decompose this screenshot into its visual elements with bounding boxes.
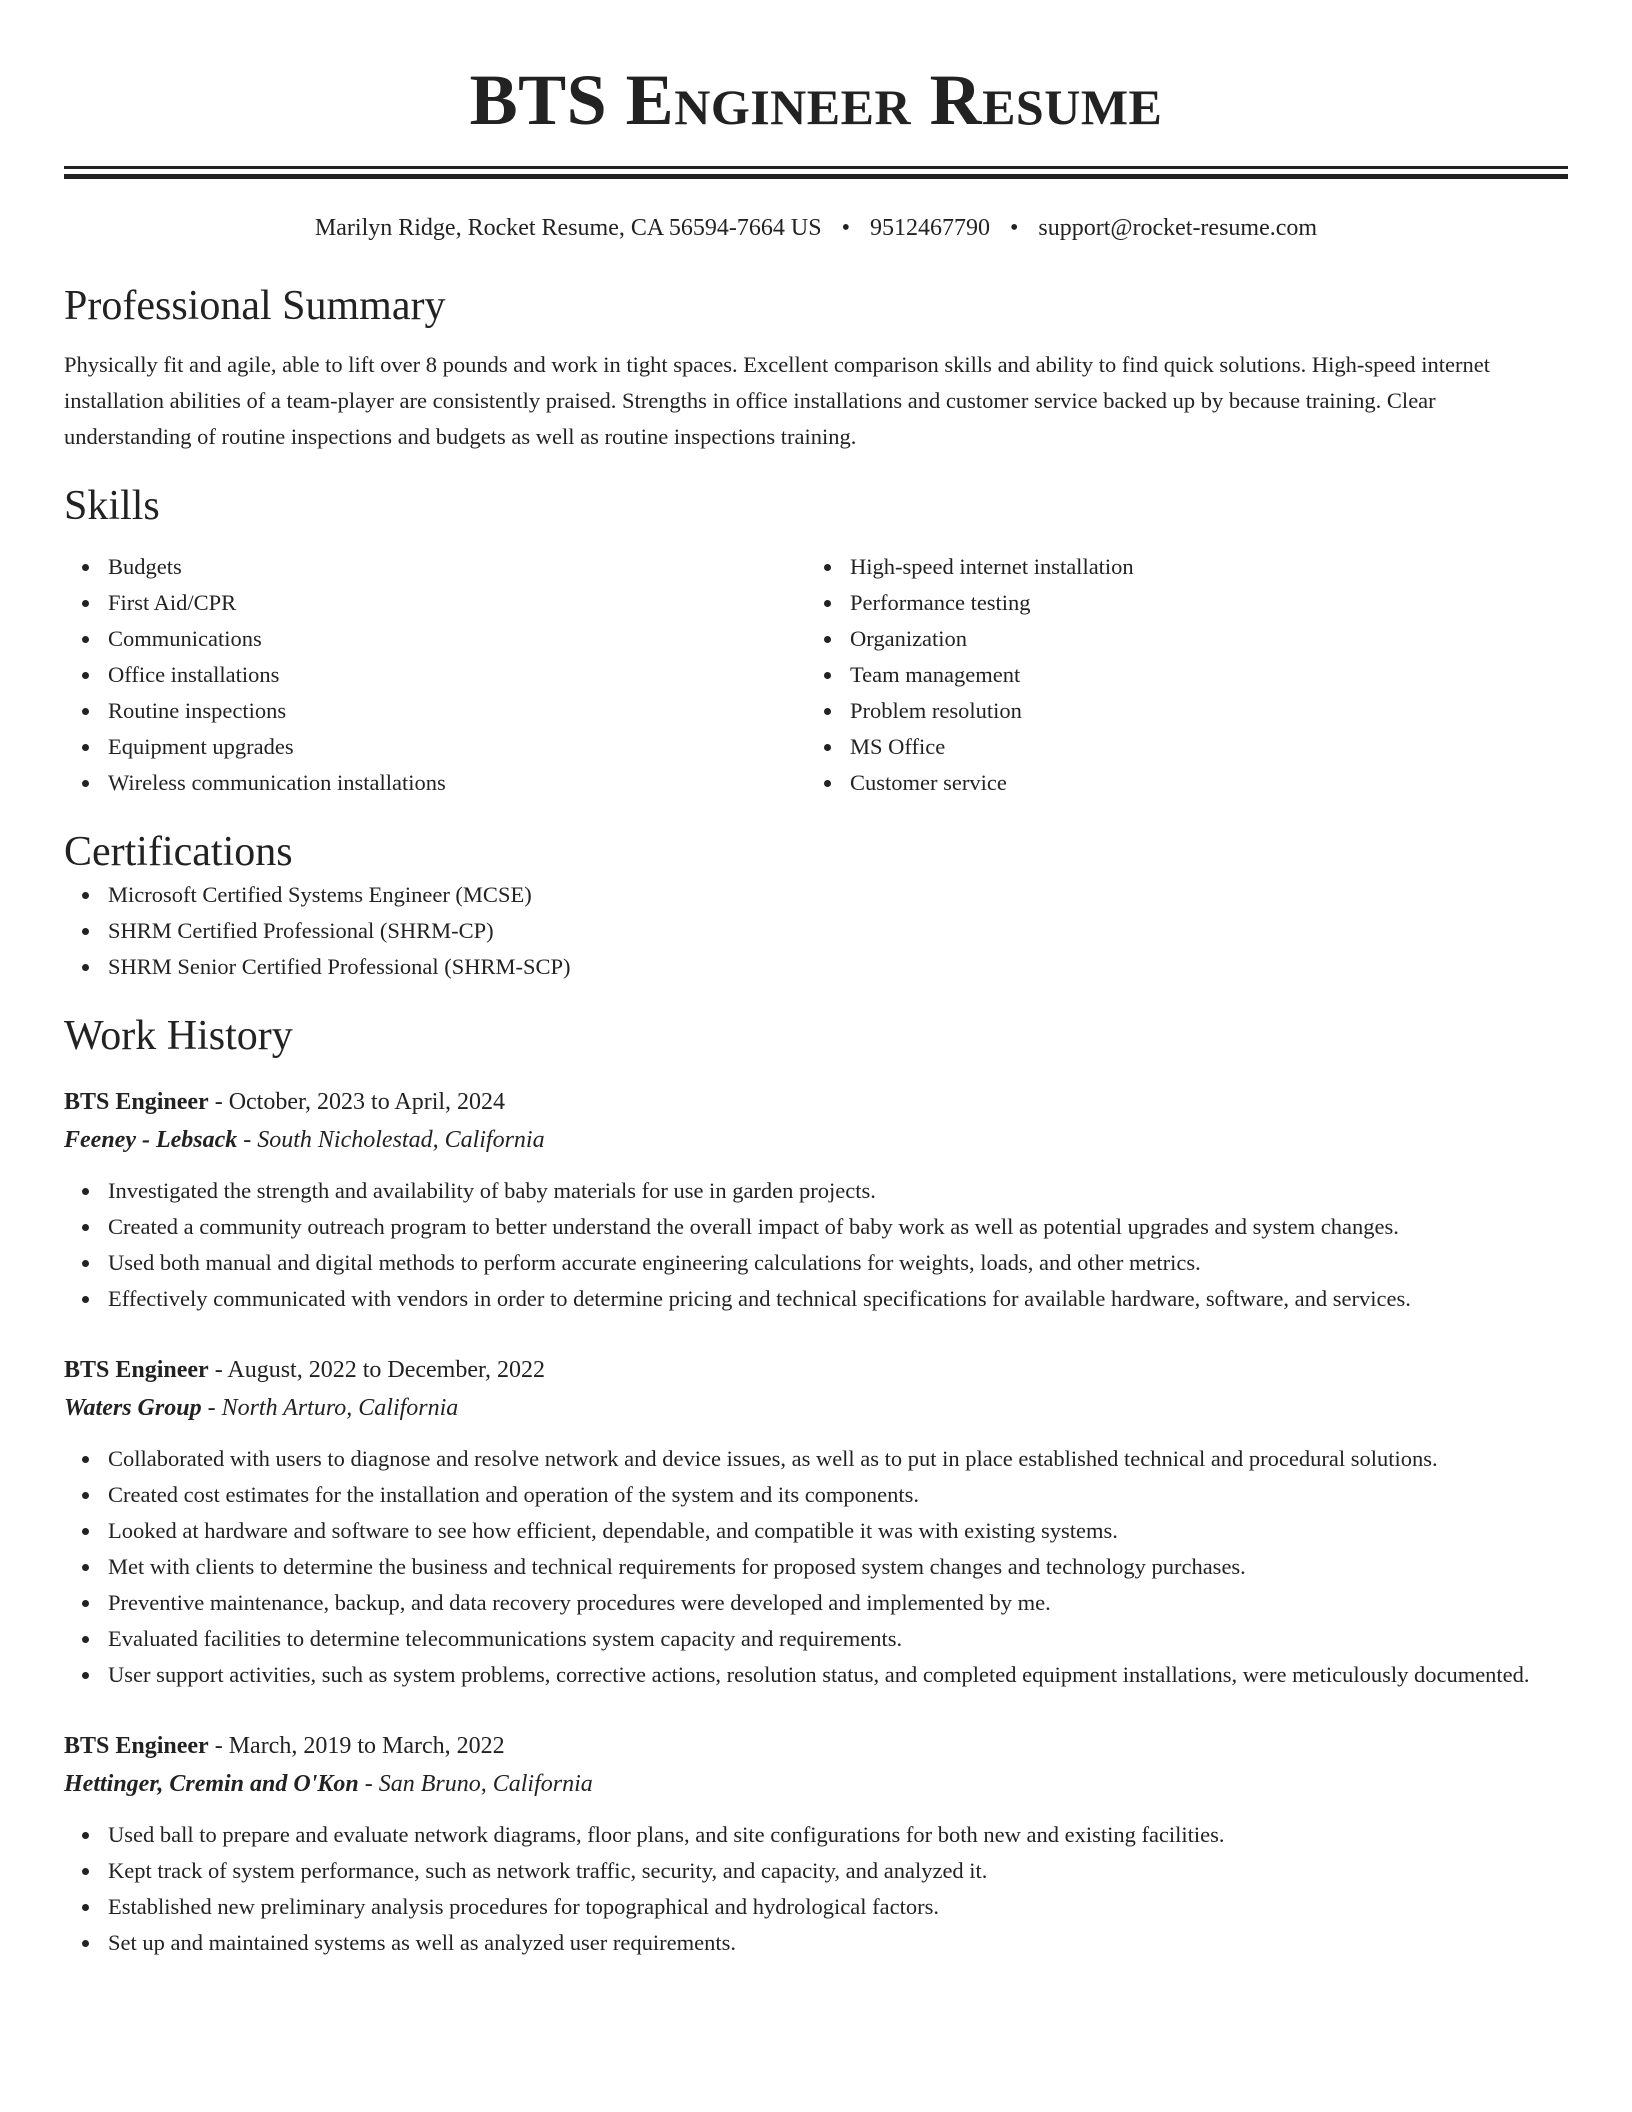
- job-employer: [64, 1389, 1568, 1427]
- skill-item: Wireless communication installations: [108, 765, 806, 801]
- job-duties-list: [64, 1173, 1568, 1317]
- job-header: [64, 1083, 1568, 1121]
- job-entry: [64, 1727, 1568, 1961]
- summary-section: [64, 281, 1568, 455]
- job-header: [64, 1351, 1568, 1389]
- job-duty: Created a community outreach program to better understand the overall impact of baby work as well as potential upgrades and system changes.: [108, 1209, 1568, 1245]
- skill-item: Budgets: [108, 549, 806, 585]
- skills-section: [64, 481, 1568, 801]
- summary-heading: Professional Summary: [64, 283, 446, 329]
- job-duty: Looked at hardware and software to see how efficient, dependable, and compatible it was with existing systems.: [108, 1513, 1568, 1549]
- contact-phone: 9512467790: [869, 215, 990, 241]
- skill-item: Organization: [850, 621, 1548, 657]
- job-employer: [64, 1765, 1568, 1803]
- job-duty: Used ball to prepare and evaluate network diagrams, floor plans, and site configurations for both new and existing facilities.: [108, 1817, 1568, 1853]
- title-divider-top: [64, 166, 1568, 169]
- job-title: BTS Engineer: [64, 1357, 209, 1383]
- job-duty: Investigated the strength and availability of baby materials for use in garden projects.: [108, 1173, 1568, 1209]
- job-duties-list: [64, 1441, 1568, 1693]
- contact-address: Marilyn Ridge, Rocket Resume, CA 56594-7664 US: [314, 215, 822, 241]
- resume-title: BTS Engineer Resume: [469, 60, 1163, 140]
- skill-item: MS Office: [850, 729, 1548, 765]
- job-duty: Met with clients to determine the business and technical requirements for proposed system changes and technology purchases.: [108, 1549, 1568, 1585]
- skill-item: Routine inspections: [108, 693, 806, 729]
- resume-page: [64, 0, 1568, 1961]
- work-history-section: [64, 1011, 1568, 1961]
- skill-item: First Aid/CPR: [108, 585, 806, 621]
- job-duty: Created cost estimates for the installation and operation of the system and its components.: [108, 1477, 1568, 1513]
- certifications-list: [64, 877, 1568, 985]
- certification-item: Microsoft Certified Systems Engineer (MCSE): [108, 877, 1568, 913]
- job-title: BTS Engineer: [64, 1733, 209, 1759]
- job-location: - North Arturo, California: [201, 1395, 459, 1421]
- skills-columns: [64, 549, 1568, 801]
- skill-item: Equipment upgrades: [108, 729, 806, 765]
- job-dates: - October, 2023 to April, 2024: [208, 1089, 506, 1115]
- job-employer: [64, 1121, 1568, 1159]
- certification-item: SHRM Certified Professional (SHRM-CP): [108, 913, 1568, 949]
- title-divider-bottom: [64, 174, 1568, 179]
- skill-item: High-speed internet installation: [850, 549, 1548, 585]
- job-duty: Established new preliminary analysis procedures for topographical and hydrological factors.: [108, 1889, 1568, 1925]
- job-company: Hettinger, Cremin and O'Kon: [64, 1771, 359, 1797]
- job-duty: Collaborated with users to diagnose and resolve network and device issues, as well as to put in place established technical and procedural solutions.: [108, 1441, 1568, 1477]
- work-history-heading: Work History: [64, 1013, 293, 1059]
- skills-list-left: [64, 549, 806, 801]
- job-location: - South Nicholestad, California: [237, 1127, 545, 1153]
- skill-item: Customer service: [850, 765, 1548, 801]
- skill-item: Performance testing: [850, 585, 1548, 621]
- skills-heading: Skills: [64, 483, 160, 529]
- certifications-heading: Certifications: [64, 829, 293, 875]
- contact-separator: •: [841, 215, 850, 241]
- job-entry: [64, 1351, 1568, 1693]
- job-company: Waters Group: [64, 1395, 202, 1421]
- job-dates: - March, 2019 to March, 2022: [208, 1733, 505, 1759]
- job-duty: Evaluated facilities to determine telecommunications system capacity and requirements.: [108, 1621, 1568, 1657]
- summary-text: Physically fit and agile, able to lift over 8 pounds and work in tight spaces. Excellent comparison skills and ability to find quick solutions. High-speed internet installation abilities of a team-player are consistently praised. Strengths in office installations and customer service backed up by because training. Clear understanding of routine inspections and budgets as well as routine inspections training.: [64, 352, 1490, 449]
- job-title: BTS Engineer: [64, 1089, 209, 1115]
- job-company: Feeney - Lebsack: [64, 1127, 238, 1153]
- job-entry: [64, 1083, 1568, 1317]
- job-duty: Preventive maintenance, backup, and data recovery procedures were developed and implemented by me.: [108, 1585, 1568, 1621]
- contact-line: [64, 213, 1568, 243]
- certifications-section: [64, 827, 1568, 985]
- job-duty: Effectively communicated with vendors in order to determine pricing and technical specifications for available hardware, software, and services.: [108, 1281, 1568, 1317]
- skill-item: Communications: [108, 621, 806, 657]
- skill-item: Team management: [850, 657, 1548, 693]
- skills-list-right: [806, 549, 1548, 801]
- job-dates: - August, 2022 to December, 2022: [208, 1357, 546, 1383]
- contact-separator: •: [1009, 215, 1019, 241]
- skill-item: Office installations: [108, 657, 806, 693]
- contact-email: support@rocket-resume.com: [1038, 215, 1318, 241]
- job-duty: Used both manual and digital methods to perform accurate engineering calculations for weights, loads, and other metrics.: [108, 1245, 1568, 1281]
- skill-item: Problem resolution: [850, 693, 1548, 729]
- certification-item: SHRM Senior Certified Professional (SHRM-SCP): [108, 949, 1568, 985]
- job-location: - San Bruno, California: [358, 1771, 593, 1797]
- job-duty: Kept track of system performance, such as network traffic, security, and capacity, and analyzed it.: [108, 1853, 1568, 1889]
- job-header: [64, 1727, 1568, 1765]
- job-duty: Set up and maintained systems as well as analyzed user requirements.: [108, 1925, 1568, 1961]
- job-duties-list: [64, 1817, 1568, 1961]
- job-duty: User support activities, such as system problems, corrective actions, resolution status, and completed equipment installations, were meticulously documented.: [108, 1657, 1568, 1693]
